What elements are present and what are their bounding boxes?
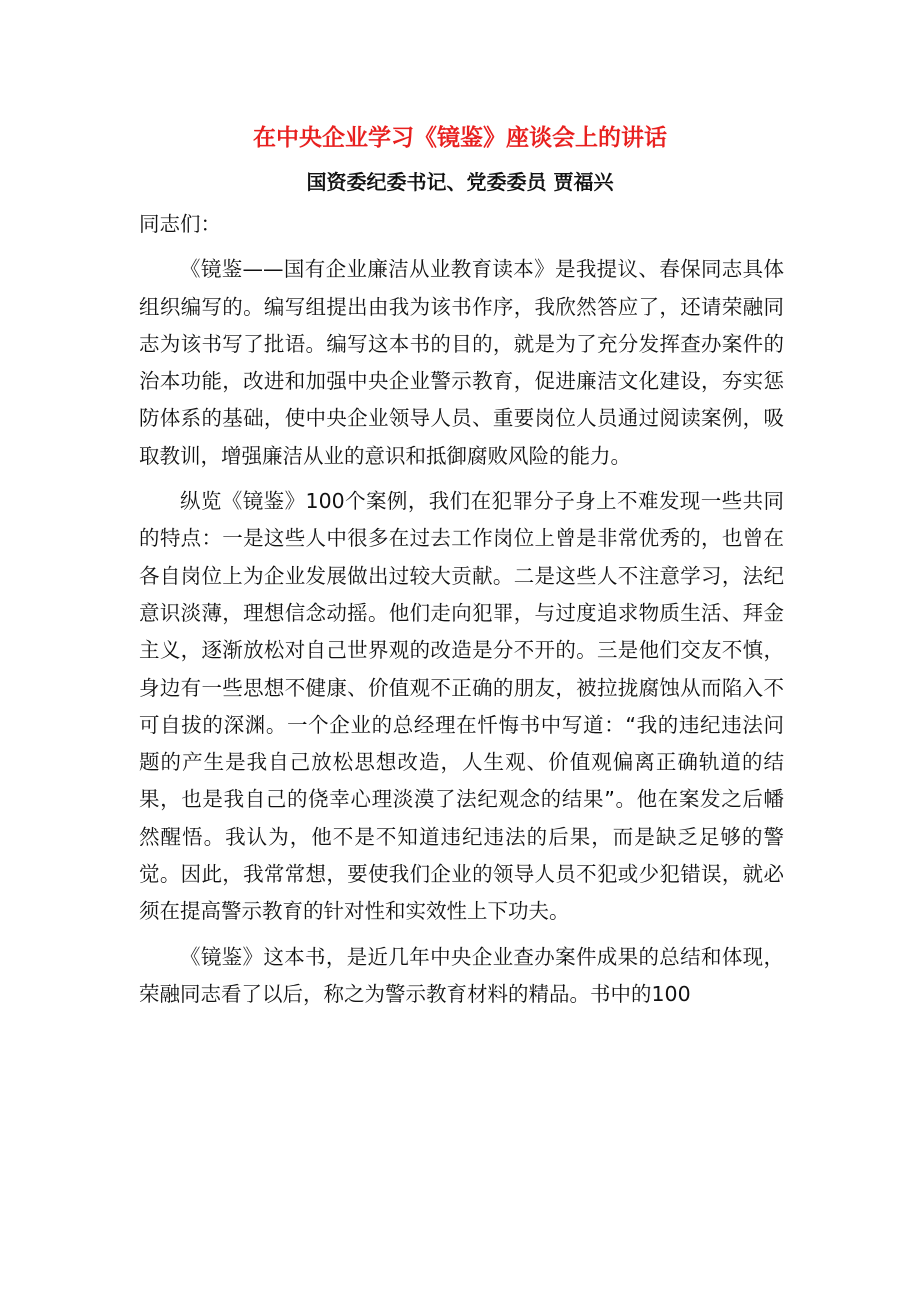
document-subtitle: 国资委纪委书记、党委委员 贾福兴 <box>306 170 614 194</box>
document-title: 在中央企业学习《镜鉴》座谈会上的讲话 <box>253 125 667 151</box>
paragraph-2: 纵览《镜鉴》100个案例，我们在犯罪分子身上不难发现一些共同的特点：一是这些人中很多在过去工作岗位上曾是非常优秀的，也曾在各自岗位上为企业发展做出过较大贡献。二是这些人不注意学习，法纪意识淡薄，理想信念动摇。他们走向犯罪，与过度追求物质生活、拜金主义，逐渐放松对自己世界观的改造是分不开的。三是他们交友不慎，身边有一些思想不健康、价值观不正确的朋友，被拉拢腐蚀从而陷入不可自拔的深渊。一个企业的总经理在忏悔书中写道：“我的违纪违法问题的产生是我自己放松思想改造，人生观、价值观偏离正确轨道的结果，也是我自己的侥幸心理淡漠了法纪观念的结果”。他在案发之后幡然醒悟。我认为，他不是不知道违纪违法的后果，而是缺乏足够的警觉。因此，我常常想，要使我们企业的领导人员不犯或少犯错误，就必须在提高警示教育的针对性和实效性上下功夫。 <box>139 489 784 924</box>
salutation: 同志们： <box>139 212 221 236</box>
document-body <box>139 206 784 1013</box>
paragraph-3: 《镜鉴》这本书，是近几年中央企业查办案件成果的总结和体现，荣融同志看了以后，称之为警示教育材料的精品。书中的100 <box>139 944 784 1006</box>
paragraph-1: 《镜鉴——国有企业廉洁从业教育读本》是我提议、春保同志具体组织编写的。编写组提出由我为该书作序，我欣然答应了，还请荣融同志为该书写了批语。编写这本书的目的，就是为了充分发挥查办案件的治本功能，改进和加强中央企业警示教育，促进廉洁文化建设，夯实惩防体系的基础，使中央企业领导人员、重要岗位人员通过阅读案例，吸取教训，增强廉洁从业的意识和抵御腐败风险的能力。 <box>139 257 784 468</box>
